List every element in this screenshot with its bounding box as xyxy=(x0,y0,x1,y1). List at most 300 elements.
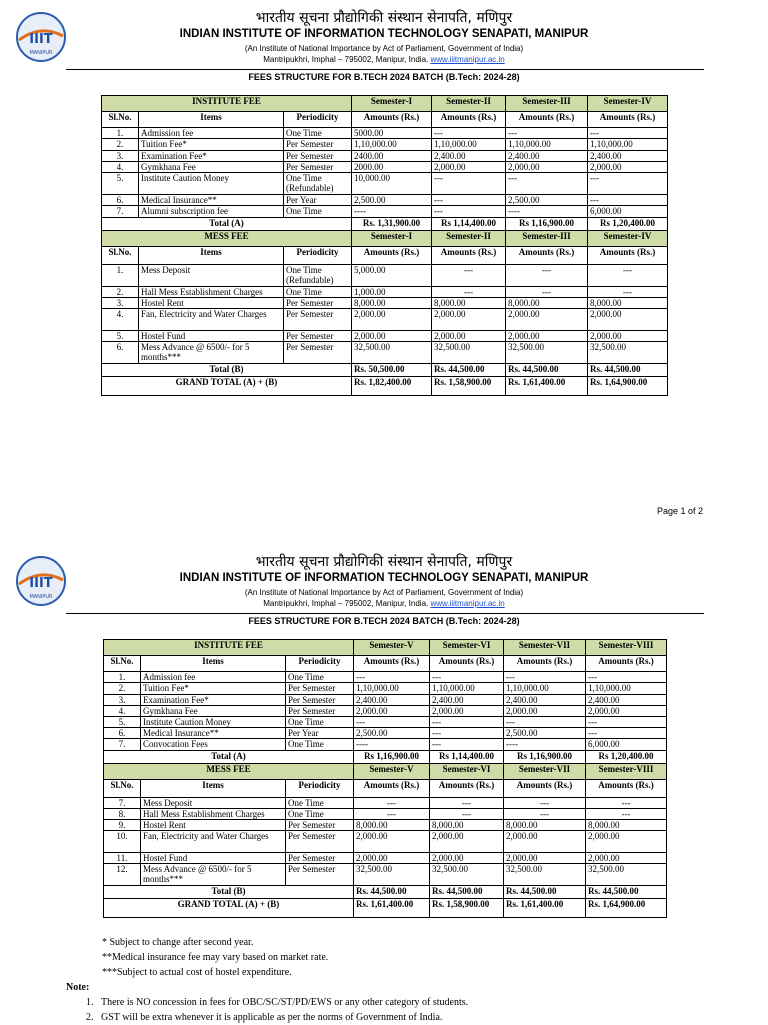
grand-total-label: GRAND TOTAL (A) + (B) xyxy=(104,899,354,918)
row-periodicity: Per Semester xyxy=(284,162,352,173)
website-link[interactable]: www.iiitmanipur.ac.in xyxy=(430,599,505,608)
periodicity-heading: Periodicity xyxy=(286,656,354,672)
row-periodicity: Per Semester xyxy=(286,831,354,853)
semester-heading: Semester-IV xyxy=(588,96,668,112)
row-amount: --- xyxy=(588,128,668,139)
fee-row xyxy=(104,809,667,820)
row-slno: 8. xyxy=(104,809,141,820)
row-slno: 2. xyxy=(104,683,141,695)
row-amount: ---- xyxy=(504,739,586,751)
row-amount: --- xyxy=(430,798,504,809)
institute-address xyxy=(0,599,768,608)
total-b-amount: Rs. 50,500.00 xyxy=(352,364,432,377)
row-slno: 2. xyxy=(102,287,139,298)
row-amount: 2,000.00 xyxy=(354,706,430,717)
row-amount: 2,000.00 xyxy=(586,853,667,864)
note-item: 1. There is NO concession in fees for OBC/SC/ST/PD/EWS or any other category of students. xyxy=(86,997,469,1008)
row-amount: 2400.00 xyxy=(352,151,432,162)
address-text: Mantripukhri, Imphal – 795002, Manipur, India. xyxy=(263,55,429,64)
institute-fee-heading: INSTITUTE FEE xyxy=(102,96,352,112)
page2-header xyxy=(0,544,768,620)
row-periodicity: One Time (Refundable) xyxy=(284,265,352,287)
row-item: Mess Deposit xyxy=(141,798,286,809)
row-amount: 2,000.00 xyxy=(506,309,588,331)
row-periodicity: Per Year xyxy=(284,195,352,206)
fee-row xyxy=(102,265,668,287)
row-amount: ---- xyxy=(506,206,588,218)
row-amount: 2,000.00 xyxy=(432,331,506,342)
row-amount: 1,10,000.00 xyxy=(354,683,430,695)
row-amount: --- xyxy=(586,798,667,809)
grand-total-amount: Rs. 1,61,400.00 xyxy=(504,899,586,918)
row-periodicity: Per Semester xyxy=(284,331,352,342)
row-periodicity: One Time xyxy=(284,128,352,139)
row-amount: 8,000.00 xyxy=(588,298,668,309)
row-amount: 8,000.00 xyxy=(504,820,586,831)
fee-row xyxy=(102,298,668,309)
semester-heading: Semester-III xyxy=(506,96,588,112)
row-amount: 1,10,000.00 xyxy=(506,139,588,151)
semester-heading: Semester-V xyxy=(354,764,430,780)
row-slno: 6. xyxy=(104,728,141,739)
amount-heading: Amounts (Rs.) xyxy=(354,780,430,798)
row-slno: 6. xyxy=(102,195,139,206)
row-item: Tuition Fee* xyxy=(139,139,284,151)
row-slno: 5. xyxy=(104,717,141,728)
section-header-row xyxy=(102,96,668,112)
logo-subtext: MANIPUR xyxy=(29,50,53,56)
fees-title: FEES STRUCTURE FOR B.TECH 2024 BATCH (B.Tech: 2024-28) xyxy=(248,616,520,626)
total-b-amount: Rs. 44,500.00 xyxy=(588,364,668,377)
fee-row xyxy=(104,831,667,853)
grand-total-row xyxy=(102,377,668,396)
total-a-row xyxy=(102,218,668,231)
row-amount: 2,500.00 xyxy=(504,728,586,739)
amount-heading: Amounts (Rs.) xyxy=(430,656,504,672)
total-a-row xyxy=(104,751,667,764)
row-amount: 2,000.00 xyxy=(432,162,506,173)
row-periodicity: One Time xyxy=(286,672,354,683)
logo-text: IIIT xyxy=(29,576,53,591)
amount-heading: Amounts (Rs.) xyxy=(586,656,667,672)
row-amount: 2,000.00 xyxy=(506,331,588,342)
row-item: Institute Caution Money xyxy=(139,173,284,195)
semester-heading: Semester-IV xyxy=(588,231,668,247)
row-amount: --- xyxy=(586,717,667,728)
row-slno: 1. xyxy=(102,128,139,139)
grand-total-amount: Rs. 1,58,900.00 xyxy=(430,899,504,918)
row-amount: --- xyxy=(354,809,430,820)
row-amount: 2,000.00 xyxy=(506,162,588,173)
row-slno: 7. xyxy=(102,206,139,218)
footnote: **Medical insurance fee may vary based on market rate. xyxy=(102,952,329,963)
row-amount: 1,10,000.00 xyxy=(430,683,504,695)
row-item: Hostel Fund xyxy=(141,853,286,864)
row-amount: 8,000.00 xyxy=(430,820,504,831)
periodicity-heading: Periodicity xyxy=(284,247,352,265)
row-slno: 9. xyxy=(104,820,141,831)
grand-total-amount: Rs. 1,58,900.00 xyxy=(432,377,506,396)
total-a-label: Total (A) xyxy=(104,751,354,764)
amount-heading: Amounts (Rs.) xyxy=(432,112,506,128)
row-amount: --- xyxy=(506,128,588,139)
row-amount: 2,000.00 xyxy=(504,853,586,864)
row-amount: --- xyxy=(506,287,588,298)
fees-title: FEES STRUCTURE FOR B.TECH 2024 BATCH (B.Tech: 2024-28) xyxy=(248,72,520,82)
fee-row xyxy=(104,706,667,717)
notes-section xyxy=(68,935,748,1025)
row-amount: 6,000.00 xyxy=(588,206,668,218)
row-amount: --- xyxy=(354,672,430,683)
row-amount: 1,10,000.00 xyxy=(586,683,667,695)
row-item: Hostel Fund xyxy=(139,331,284,342)
row-amount: --- xyxy=(588,287,668,298)
row-amount: --- xyxy=(432,195,506,206)
row-periodicity: Per Semester xyxy=(284,151,352,162)
row-amount: 2,000.00 xyxy=(504,831,586,853)
fee-row xyxy=(104,820,667,831)
semester-heading: Semester-VIII xyxy=(586,764,667,780)
row-amount: --- xyxy=(504,672,586,683)
row-amount: --- xyxy=(588,265,668,287)
row-item: Gymkhana Fee xyxy=(139,162,284,173)
note-item: 2. GST will be extra whenever it is applicable as per the norms of Government of India. xyxy=(86,1012,443,1023)
total-a-amount: Rs 1,20,400.00 xyxy=(586,751,667,764)
row-periodicity: One Time xyxy=(286,809,354,820)
row-periodicity: Per Year xyxy=(286,728,354,739)
items-heading: Items xyxy=(139,247,284,265)
total-b-amount: Rs. 44,500.00 xyxy=(506,364,588,377)
row-amount: --- xyxy=(588,173,668,195)
semester-heading: Semester-VII xyxy=(504,764,586,780)
row-periodicity: Per Semester xyxy=(286,683,354,695)
fee-row xyxy=(102,287,668,298)
mess-fee-heading: MESS FEE xyxy=(104,764,354,780)
row-periodicity: Per Semester xyxy=(284,309,352,331)
fee-row xyxy=(102,151,668,162)
row-amount: 5,000.00 xyxy=(352,265,432,287)
fee-row xyxy=(104,739,667,751)
semester-heading: Semester-V xyxy=(354,640,430,656)
row-amount: --- xyxy=(586,809,667,820)
row-slno: 1. xyxy=(102,265,139,287)
amount-heading: Amounts (Rs.) xyxy=(352,112,432,128)
row-amount: 1,000.00 xyxy=(352,287,432,298)
header-rule xyxy=(66,69,704,70)
row-periodicity: One Time xyxy=(284,206,352,218)
semester-heading: Semester-VI xyxy=(430,764,504,780)
footnote: * Subject to change after second year. xyxy=(102,937,254,948)
amount-heading: Amounts (Rs.) xyxy=(430,780,504,798)
row-amount: 2,000.00 xyxy=(354,853,430,864)
row-amount: 2,000.00 xyxy=(588,309,668,331)
grand-total-row xyxy=(104,899,667,918)
row-slno: 3. xyxy=(104,695,141,706)
amount-heading: Amounts (Rs.) xyxy=(588,247,668,265)
row-amount: 2,500.00 xyxy=(352,195,432,206)
slno-heading: Sl.No. xyxy=(104,780,141,798)
items-heading: Items xyxy=(139,112,284,128)
row-amount: 1,10,000.00 xyxy=(504,683,586,695)
row-amount: --- xyxy=(432,173,506,195)
row-slno: 2. xyxy=(102,139,139,151)
row-item: Fan, Electricity and Water Charges xyxy=(141,831,286,853)
total-b-row xyxy=(104,886,667,899)
row-amount: --- xyxy=(432,128,506,139)
slno-heading: Sl.No. xyxy=(104,656,141,672)
logo-subtext: MANIPUR xyxy=(29,594,53,600)
row-amount: 2,000.00 xyxy=(430,831,504,853)
row-amount: 2,000.00 xyxy=(504,706,586,717)
institute-name: INDIAN INSTITUTE OF INFORMATION TECHNOLOGY SENAPATI, MANIPUR xyxy=(179,572,589,584)
row-periodicity: One Time xyxy=(286,717,354,728)
institute-address xyxy=(0,55,768,64)
row-periodicity: One Time xyxy=(284,287,352,298)
total-a-amount: Rs 1,16,900.00 xyxy=(504,751,586,764)
row-slno: 4. xyxy=(104,706,141,717)
row-amount: 2,400.00 xyxy=(586,695,667,706)
row-amount: --- xyxy=(430,672,504,683)
row-amount: --- xyxy=(430,809,504,820)
institute-fee-heading: INSTITUTE FEE xyxy=(104,640,354,656)
fee-row xyxy=(104,864,667,886)
row-item: Admission fee xyxy=(139,128,284,139)
row-item: Admission fee xyxy=(141,672,286,683)
amount-heading: Amounts (Rs.) xyxy=(588,112,668,128)
row-amount: 2,000.00 xyxy=(352,331,432,342)
row-amount: 2,000.00 xyxy=(430,706,504,717)
total-b-amount: Rs. 44,500.00 xyxy=(354,886,430,899)
fee-table-page1 xyxy=(101,95,668,396)
total-b-amount: Rs. 44,500.00 xyxy=(586,886,667,899)
fee-row xyxy=(102,206,668,218)
semester-heading: Semester-III xyxy=(506,231,588,247)
row-amount: --- xyxy=(588,195,668,206)
semester-heading: Semester-II xyxy=(432,96,506,112)
row-amount: 32,500.00 xyxy=(504,864,586,886)
row-amount: 2,000.00 xyxy=(430,853,504,864)
row-amount: 2,000.00 xyxy=(354,831,430,853)
note-label: Note: xyxy=(66,982,90,993)
row-amount: 2,500.00 xyxy=(354,728,430,739)
row-amount: 2000.00 xyxy=(352,162,432,173)
row-amount: --- xyxy=(354,798,430,809)
row-amount: 6,000.00 xyxy=(586,739,667,751)
row-slno: 4. xyxy=(102,309,139,331)
total-a-amount: Rs. 1,31,900.00 xyxy=(352,218,432,231)
row-item: Hall Mess Establishment Charges xyxy=(141,809,286,820)
row-amount: ---- xyxy=(354,739,430,751)
row-amount: --- xyxy=(432,265,506,287)
footnote: ***Subject to actual cost of hostel expenditure. xyxy=(102,967,292,978)
row-periodicity: Per Semester xyxy=(284,342,352,364)
row-amount: --- xyxy=(432,287,506,298)
row-item: Convocation Fees xyxy=(141,739,286,751)
row-periodicity: One Time xyxy=(286,739,354,751)
grand-total-amount: Rs. 1,61,400.00 xyxy=(506,377,588,396)
row-slno: 6. xyxy=(102,342,139,364)
row-amount: 32,500.00 xyxy=(352,342,432,364)
amount-heading: Amounts (Rs.) xyxy=(432,247,506,265)
row-amount: --- xyxy=(432,206,506,218)
row-slno: 10. xyxy=(104,831,141,853)
amount-heading: Amounts (Rs.) xyxy=(506,112,588,128)
total-a-amount: Rs 1,16,900.00 xyxy=(354,751,430,764)
row-amount: 1,10,000.00 xyxy=(352,139,432,151)
row-item: Medical Insurance** xyxy=(141,728,286,739)
fee-row xyxy=(102,331,668,342)
amount-heading: Amounts (Rs.) xyxy=(504,780,586,798)
row-amount: 2,000.00 xyxy=(586,831,667,853)
semester-heading: Semester-I xyxy=(352,231,432,247)
grand-total-label: GRAND TOTAL (A) + (B) xyxy=(102,377,352,396)
row-periodicity: Per Semester xyxy=(286,820,354,831)
row-item: Alumni subscription fee xyxy=(139,206,284,218)
row-periodicity: Per Semester xyxy=(284,298,352,309)
row-amount: 2,000.00 xyxy=(432,309,506,331)
row-amount: --- xyxy=(504,798,586,809)
website-link[interactable]: www.iiitmanipur.ac.in xyxy=(430,55,505,64)
row-amount: --- xyxy=(430,739,504,751)
slno-heading: Sl.No. xyxy=(102,112,139,128)
semester-heading: Semester-VIII xyxy=(586,640,667,656)
total-a-amount: Rs 1,16,900.00 xyxy=(506,218,588,231)
page-number: Page 1 of 2 xyxy=(657,506,704,516)
row-slno: 3. xyxy=(102,298,139,309)
row-amount: 32,500.00 xyxy=(506,342,588,364)
fee-row xyxy=(104,672,667,683)
row-slno: 12. xyxy=(104,864,141,886)
page1-header xyxy=(0,0,768,76)
row-item: Hall Mess Establishment Charges xyxy=(139,287,284,298)
mess-fee-heading: MESS FEE xyxy=(102,231,352,247)
column-header-row xyxy=(104,656,667,672)
header-rule xyxy=(66,613,704,614)
row-amount: 5000.00 xyxy=(352,128,432,139)
fee-table-page2 xyxy=(103,639,667,918)
row-amount: 2,400.00 xyxy=(588,151,668,162)
row-amount: 2,400.00 xyxy=(354,695,430,706)
total-a-amount: Rs 1,20,400.00 xyxy=(588,218,668,231)
row-amount: --- xyxy=(504,809,586,820)
row-amount: 2,500.00 xyxy=(506,195,588,206)
fee-row xyxy=(104,717,667,728)
row-amount: 2,000.00 xyxy=(352,309,432,331)
grand-total-amount: Rs. 1,61,400.00 xyxy=(354,899,430,918)
row-periodicity: Per Semester xyxy=(284,139,352,151)
row-item: Mess Advance @ 6500/- for 5 months*** xyxy=(141,864,286,886)
row-amount: --- xyxy=(430,717,504,728)
row-amount: 32,500.00 xyxy=(430,864,504,886)
row-amount: 8,000.00 xyxy=(352,298,432,309)
row-item: Examination Fee* xyxy=(141,695,286,706)
row-item: Institute Caution Money xyxy=(141,717,286,728)
grand-total-amount: Rs. 1,64,900.00 xyxy=(586,899,667,918)
row-amount: 2,400.00 xyxy=(504,695,586,706)
row-slno: 7. xyxy=(104,798,141,809)
row-item: Fan, Electricity and Water Charges xyxy=(139,309,284,331)
row-amount: --- xyxy=(506,173,588,195)
amount-heading: Amounts (Rs.) xyxy=(586,780,667,798)
row-amount: --- xyxy=(354,717,430,728)
row-amount: --- xyxy=(586,672,667,683)
total-b-label: Total (B) xyxy=(102,364,352,377)
row-amount: ---- xyxy=(352,206,432,218)
fee-row xyxy=(102,173,668,195)
row-slno: 7. xyxy=(104,739,141,751)
total-b-label: Total (B) xyxy=(104,886,354,899)
section-header-row xyxy=(104,640,667,656)
total-b-amount: Rs. 44,500.00 xyxy=(504,886,586,899)
row-item: Tuition Fee* xyxy=(141,683,286,695)
row-slno: 11. xyxy=(104,853,141,864)
section-header-row xyxy=(104,764,667,780)
amount-heading: Amounts (Rs.) xyxy=(354,656,430,672)
row-periodicity: Per Semester xyxy=(286,864,354,886)
row-slno: 5. xyxy=(102,173,139,195)
total-a-amount: Rs 1,14,400.00 xyxy=(430,751,504,764)
row-amount: 1,10,000.00 xyxy=(432,139,506,151)
fee-row xyxy=(102,139,668,151)
row-amount: --- xyxy=(506,265,588,287)
address-text: Mantripukhri, Imphal – 795002, Manipur, India. xyxy=(263,599,429,608)
periodicity-heading: Periodicity xyxy=(284,112,352,128)
row-amount: 8,000.00 xyxy=(432,298,506,309)
grand-total-amount: Rs. 1,64,900.00 xyxy=(588,377,668,396)
items-heading: Items xyxy=(141,656,286,672)
row-amount: 1,10,000.00 xyxy=(588,139,668,151)
total-b-amount: Rs. 44,500.00 xyxy=(430,886,504,899)
semester-heading: Semester-VII xyxy=(504,640,586,656)
row-amount: --- xyxy=(430,728,504,739)
row-amount: 2,000.00 xyxy=(588,162,668,173)
fee-row xyxy=(102,195,668,206)
row-periodicity: One Time (Refundable) xyxy=(284,173,352,195)
row-slno: 3. xyxy=(102,151,139,162)
amount-heading: Amounts (Rs.) xyxy=(504,656,586,672)
row-amount: 32,500.00 xyxy=(586,864,667,886)
total-b-amount: Rs. 44,500.00 xyxy=(432,364,506,377)
row-slno: 1. xyxy=(104,672,141,683)
row-amount: --- xyxy=(586,728,667,739)
row-periodicity: Per Semester xyxy=(286,706,354,717)
column-header-row xyxy=(102,112,668,128)
total-b-row xyxy=(102,364,668,377)
row-item: Hostel Rent xyxy=(141,820,286,831)
row-item: Medical Insurance** xyxy=(139,195,284,206)
column-header-row xyxy=(104,780,667,798)
logo-text: IIIT xyxy=(29,32,53,47)
fee-row xyxy=(104,683,667,695)
amount-heading: Amounts (Rs.) xyxy=(352,247,432,265)
fee-row xyxy=(104,728,667,739)
row-amount: 32,500.00 xyxy=(588,342,668,364)
row-amount: 2,400.00 xyxy=(506,151,588,162)
fee-row xyxy=(104,695,667,706)
row-amount: 2,400.00 xyxy=(432,151,506,162)
row-periodicity: Per Semester xyxy=(286,695,354,706)
row-amount: 8,000.00 xyxy=(354,820,430,831)
hindi-name: भारतीय सूचना प्रौद्योगिकी संस्थान सेनापति, मणिपुर xyxy=(255,554,513,570)
row-item: Examination Fee* xyxy=(139,151,284,162)
institute-name: INDIAN INSTITUTE OF INFORMATION TECHNOLOGY SENAPATI, MANIPUR xyxy=(179,28,589,40)
row-item: Mess Advance @ 6500/- for 5 months*** xyxy=(139,342,284,364)
row-amount: 10,000.00 xyxy=(352,173,432,195)
fee-row xyxy=(102,128,668,139)
row-amount: 32,500.00 xyxy=(432,342,506,364)
row-periodicity: One Time xyxy=(286,798,354,809)
semester-heading: Semester-VI xyxy=(430,640,504,656)
